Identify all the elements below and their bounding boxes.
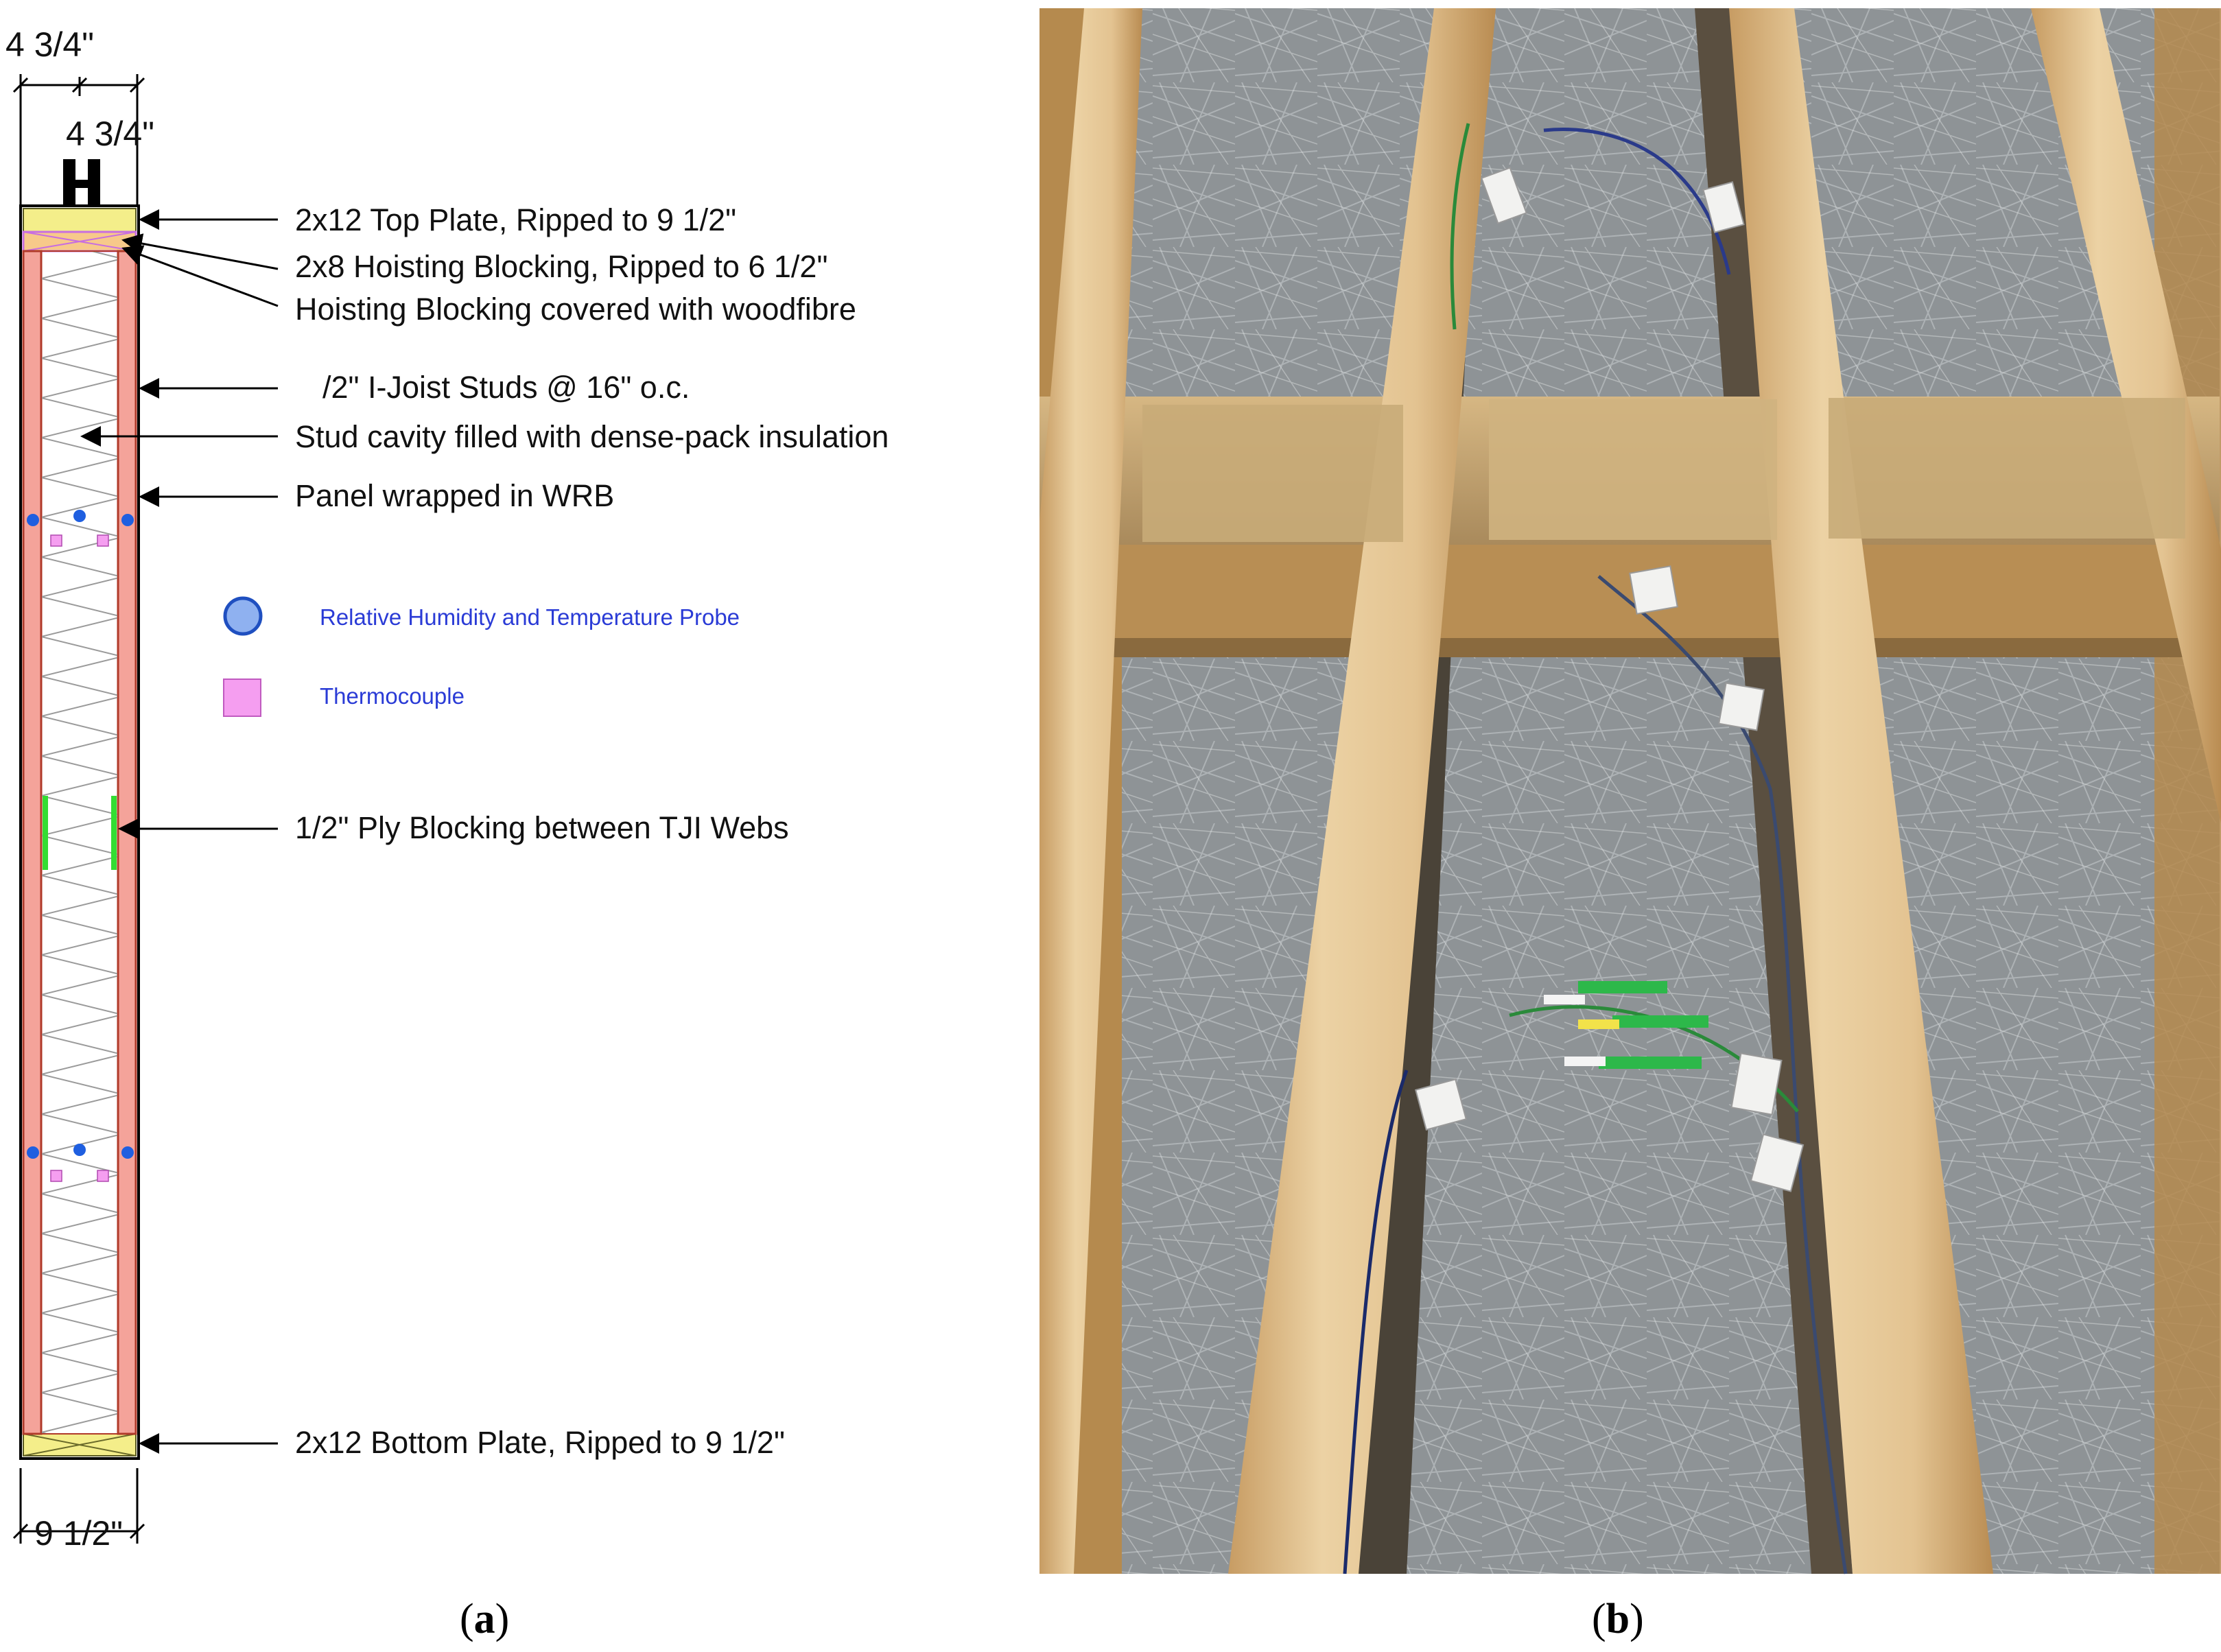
dim-top-overall: 4 3/4"	[5, 25, 94, 64]
caption-a: (a)	[460, 1596, 510, 1642]
thermocouple-mark	[51, 535, 62, 546]
panel-b-photo	[1039, 8, 2221, 1574]
callout-ply-blocking: 1/2" Ply Blocking between TJI Webs	[295, 810, 789, 845]
callout-ijoist-studs: /2" I-Joist Studs @ 16" o.c.	[322, 370, 690, 405]
rh-probe-dot	[27, 1146, 39, 1159]
insulation-cavity	[41, 251, 118, 1434]
callout-wrb: Panel wrapped in WRB	[295, 478, 615, 513]
callout-stud-cavity: Stud cavity filled with dense-pack insulation	[295, 419, 889, 454]
callout-hoisting-blocking: 2x8 Hoisting Blocking, Ripped to 6 1/2"	[295, 249, 828, 284]
legend-thermocouple-symbol	[224, 679, 261, 716]
osb-right	[2154, 8, 2221, 1574]
panel-a-section	[5, 25, 889, 1553]
wall-section	[21, 206, 139, 1459]
dim-top-inner: 4 3/4"	[66, 115, 154, 153]
callout-top-plate: 2x12 Top Plate, Ripped to 9 1/2"	[295, 202, 737, 237]
rh-probe-dot	[73, 1144, 86, 1156]
thermocouple-mark	[97, 535, 108, 546]
rh-probe-dot	[73, 510, 86, 522]
hoist-symbol	[63, 159, 100, 207]
legend-rh-probe-label: Relative Humidity and Temperature Probe	[320, 604, 740, 630]
stud-flange-left	[23, 251, 41, 1434]
legend-thermocouple-label: Thermocouple	[320, 683, 465, 709]
caption-b: (b)	[1592, 1596, 1644, 1642]
legend	[224, 598, 740, 716]
ply-blocking-right	[111, 796, 117, 870]
thermocouple-mark	[97, 1170, 108, 1181]
rh-probe-dot	[121, 1146, 134, 1159]
top-plate	[23, 209, 136, 232]
thermocouple-mark	[51, 1170, 62, 1181]
rh-probe-dot	[121, 514, 134, 526]
legend-rh-probe-symbol	[225, 598, 261, 634]
dim-bottom: 9 1/2"	[34, 1514, 123, 1553]
ply-blocking-left	[43, 796, 48, 870]
rh-probe-dot	[27, 514, 39, 526]
stud-flange-right	[118, 251, 136, 1434]
callout-bottom-plate: 2x12 Bottom Plate, Ripped to 9 1/2"	[295, 1425, 785, 1460]
callout-blocking-covered: Hoisting Blocking covered with woodfibre	[295, 292, 856, 327]
